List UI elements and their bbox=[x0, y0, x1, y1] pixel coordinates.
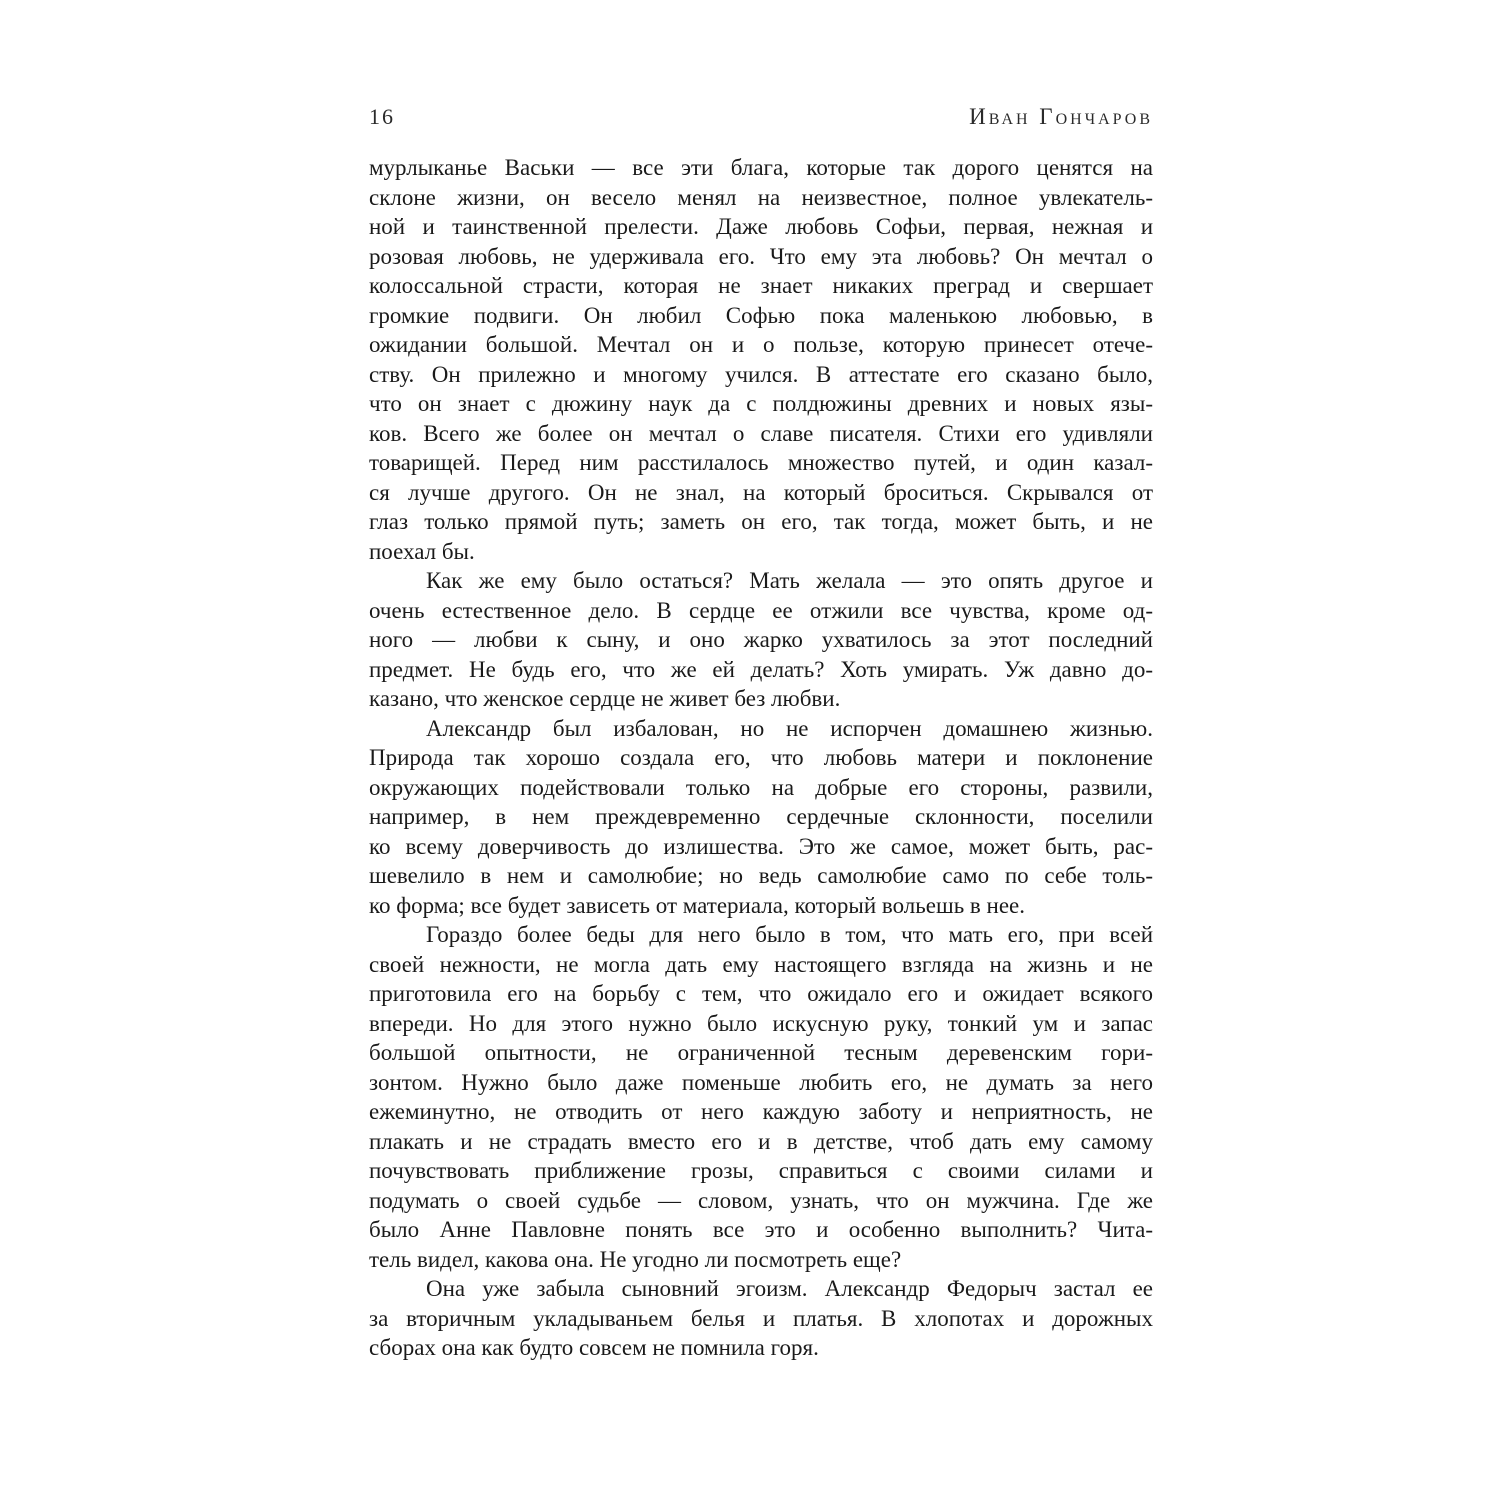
text-line: Она уже забыла сыновний эгоизм. Александр Федорыч застал ее bbox=[426, 1276, 1153, 1301]
text-line: впереди. Но для этого нужно было искусную руку, тонкий ум и запас bbox=[369, 1010, 1153, 1036]
text-line: ков. Всего же более он мечтал о славе писателя. Стихи его удивляли bbox=[369, 420, 1153, 446]
text-line: зонтом. Нужно было даже поменьше любить его, не думать за него bbox=[369, 1069, 1153, 1095]
text-line: было Анне Павловне понять все это и особенно выполнить? Чита- bbox=[369, 1217, 1153, 1242]
text-line: шевелило в нем и самолюбие; но ведь самолюбие само по себе толь- bbox=[369, 863, 1153, 888]
text-line: ежеминутно, не отводить от него каждую заботу и неприятность, не bbox=[369, 1099, 1153, 1124]
text-line: подумать о своей судьбе — словом, узнать, что он мужчина. Где же bbox=[369, 1187, 1153, 1213]
text-line: мурлыканье Васьки — все эти блага, которые так дорого ценятся на bbox=[369, 155, 1153, 180]
text-line: ожидании большой. Мечтал он и о пользе, которую принесет отече- bbox=[369, 332, 1153, 357]
text-line: склоне жизни, он весело менял на неизвестное, полное увлекатель- bbox=[369, 184, 1153, 210]
text-line: Александр был избалован, но не испорчен домашнею жизнью. bbox=[426, 715, 1153, 741]
page-number: 16 bbox=[369, 104, 395, 129]
paragraph bbox=[369, 920, 1153, 1274]
text-line: предмет. Не будь его, что же ей делать? Хоть умирать. Уж давно до- bbox=[369, 656, 1153, 682]
text-line: ся лучше другого. Он не знал, на который броситься. Скрывался от bbox=[369, 479, 1153, 505]
running-head bbox=[369, 104, 1153, 134]
text-line: тель видел, какова она. Не угодно ли посмотреть еще? bbox=[369, 1246, 902, 1272]
text-line: ного — любви к сыну, и оно жарко ухватилось за этот последний bbox=[369, 627, 1153, 652]
text-line: колоссальной страсти, которая не знает никаких преград и свершает bbox=[369, 273, 1153, 298]
text-line: ко всему доверчивость до излишества. Это же самое, может быть, рас- bbox=[369, 833, 1153, 859]
text-line: сборах она как будто совсем не помнила горя. bbox=[369, 1335, 819, 1360]
text-line: Природа так хорошо создала его, что любовь матери и поклонение bbox=[369, 745, 1153, 770]
text-line: приготовила его на борьбу с тем, что ожидало его и ожидает всякого bbox=[369, 981, 1153, 1006]
text-line: казано, что женское сердце не живет без любви. bbox=[369, 686, 841, 711]
text-line: большой опытности, не ограниченной тесным деревенским гори- bbox=[369, 1040, 1153, 1065]
text-line: плакать и не страдать вместо его и в детстве, чтоб дать ему самому bbox=[369, 1128, 1153, 1154]
text-line: очень естественное дело. В сердце ее отжили все чувства, кроме од- bbox=[369, 597, 1153, 623]
text-line: Как же ему было остаться? Мать желала — это опять другое и bbox=[426, 568, 1153, 593]
paragraph bbox=[369, 566, 1153, 714]
text-line: ко форма; все будет зависеть от материала, который вольешь в нее. bbox=[369, 892, 1026, 918]
text-line: например, в нем преждевременно сердечные склонности, поселили bbox=[369, 804, 1153, 829]
text-line: ству. Он прилежно и многому учился. В аттестате его сказано было, bbox=[369, 361, 1153, 387]
text-line: розовая любовь, не удерживала его. Что ему эта любовь? Он мечтал о bbox=[369, 243, 1153, 269]
paragraph bbox=[369, 714, 1153, 921]
text-line: Гораздо более беды для него было в том, что мать его, при всей bbox=[426, 922, 1153, 947]
text-line: ной и таинственной прелести. Даже любовь Софьи, первая, нежная и bbox=[369, 214, 1153, 239]
text-line: громкие подвиги. Он любил Софью пока маленькою любовью, в bbox=[369, 302, 1153, 328]
body-text bbox=[369, 153, 1153, 1363]
author-name: Иван Гончаров bbox=[969, 104, 1153, 129]
paragraph bbox=[369, 1274, 1153, 1363]
paragraph bbox=[369, 153, 1153, 566]
text-line: окружающих подействовали только на добрые его стороны, развили, bbox=[369, 774, 1153, 800]
text-line: глаз только прямой путь; заметь он его, так тогда, может быть, и не bbox=[369, 509, 1153, 534]
text-line: поехал бы. bbox=[369, 538, 475, 564]
text-line: почувствовать приближение грозы, справиться с своими силами и bbox=[369, 1158, 1153, 1183]
text-line: за вторичным укладываньем белья и платья. В хлопотах и дорожных bbox=[369, 1305, 1153, 1331]
text-line: товарищей. Перед ним расстилалось множество путей, и один казал- bbox=[369, 450, 1153, 475]
text-line: своей нежности, не могла дать ему настоящего взгляда на жизнь и не bbox=[369, 951, 1153, 977]
text-line: что он знает с дюжину наук да с полдюжины древних и новых язы- bbox=[369, 391, 1153, 416]
